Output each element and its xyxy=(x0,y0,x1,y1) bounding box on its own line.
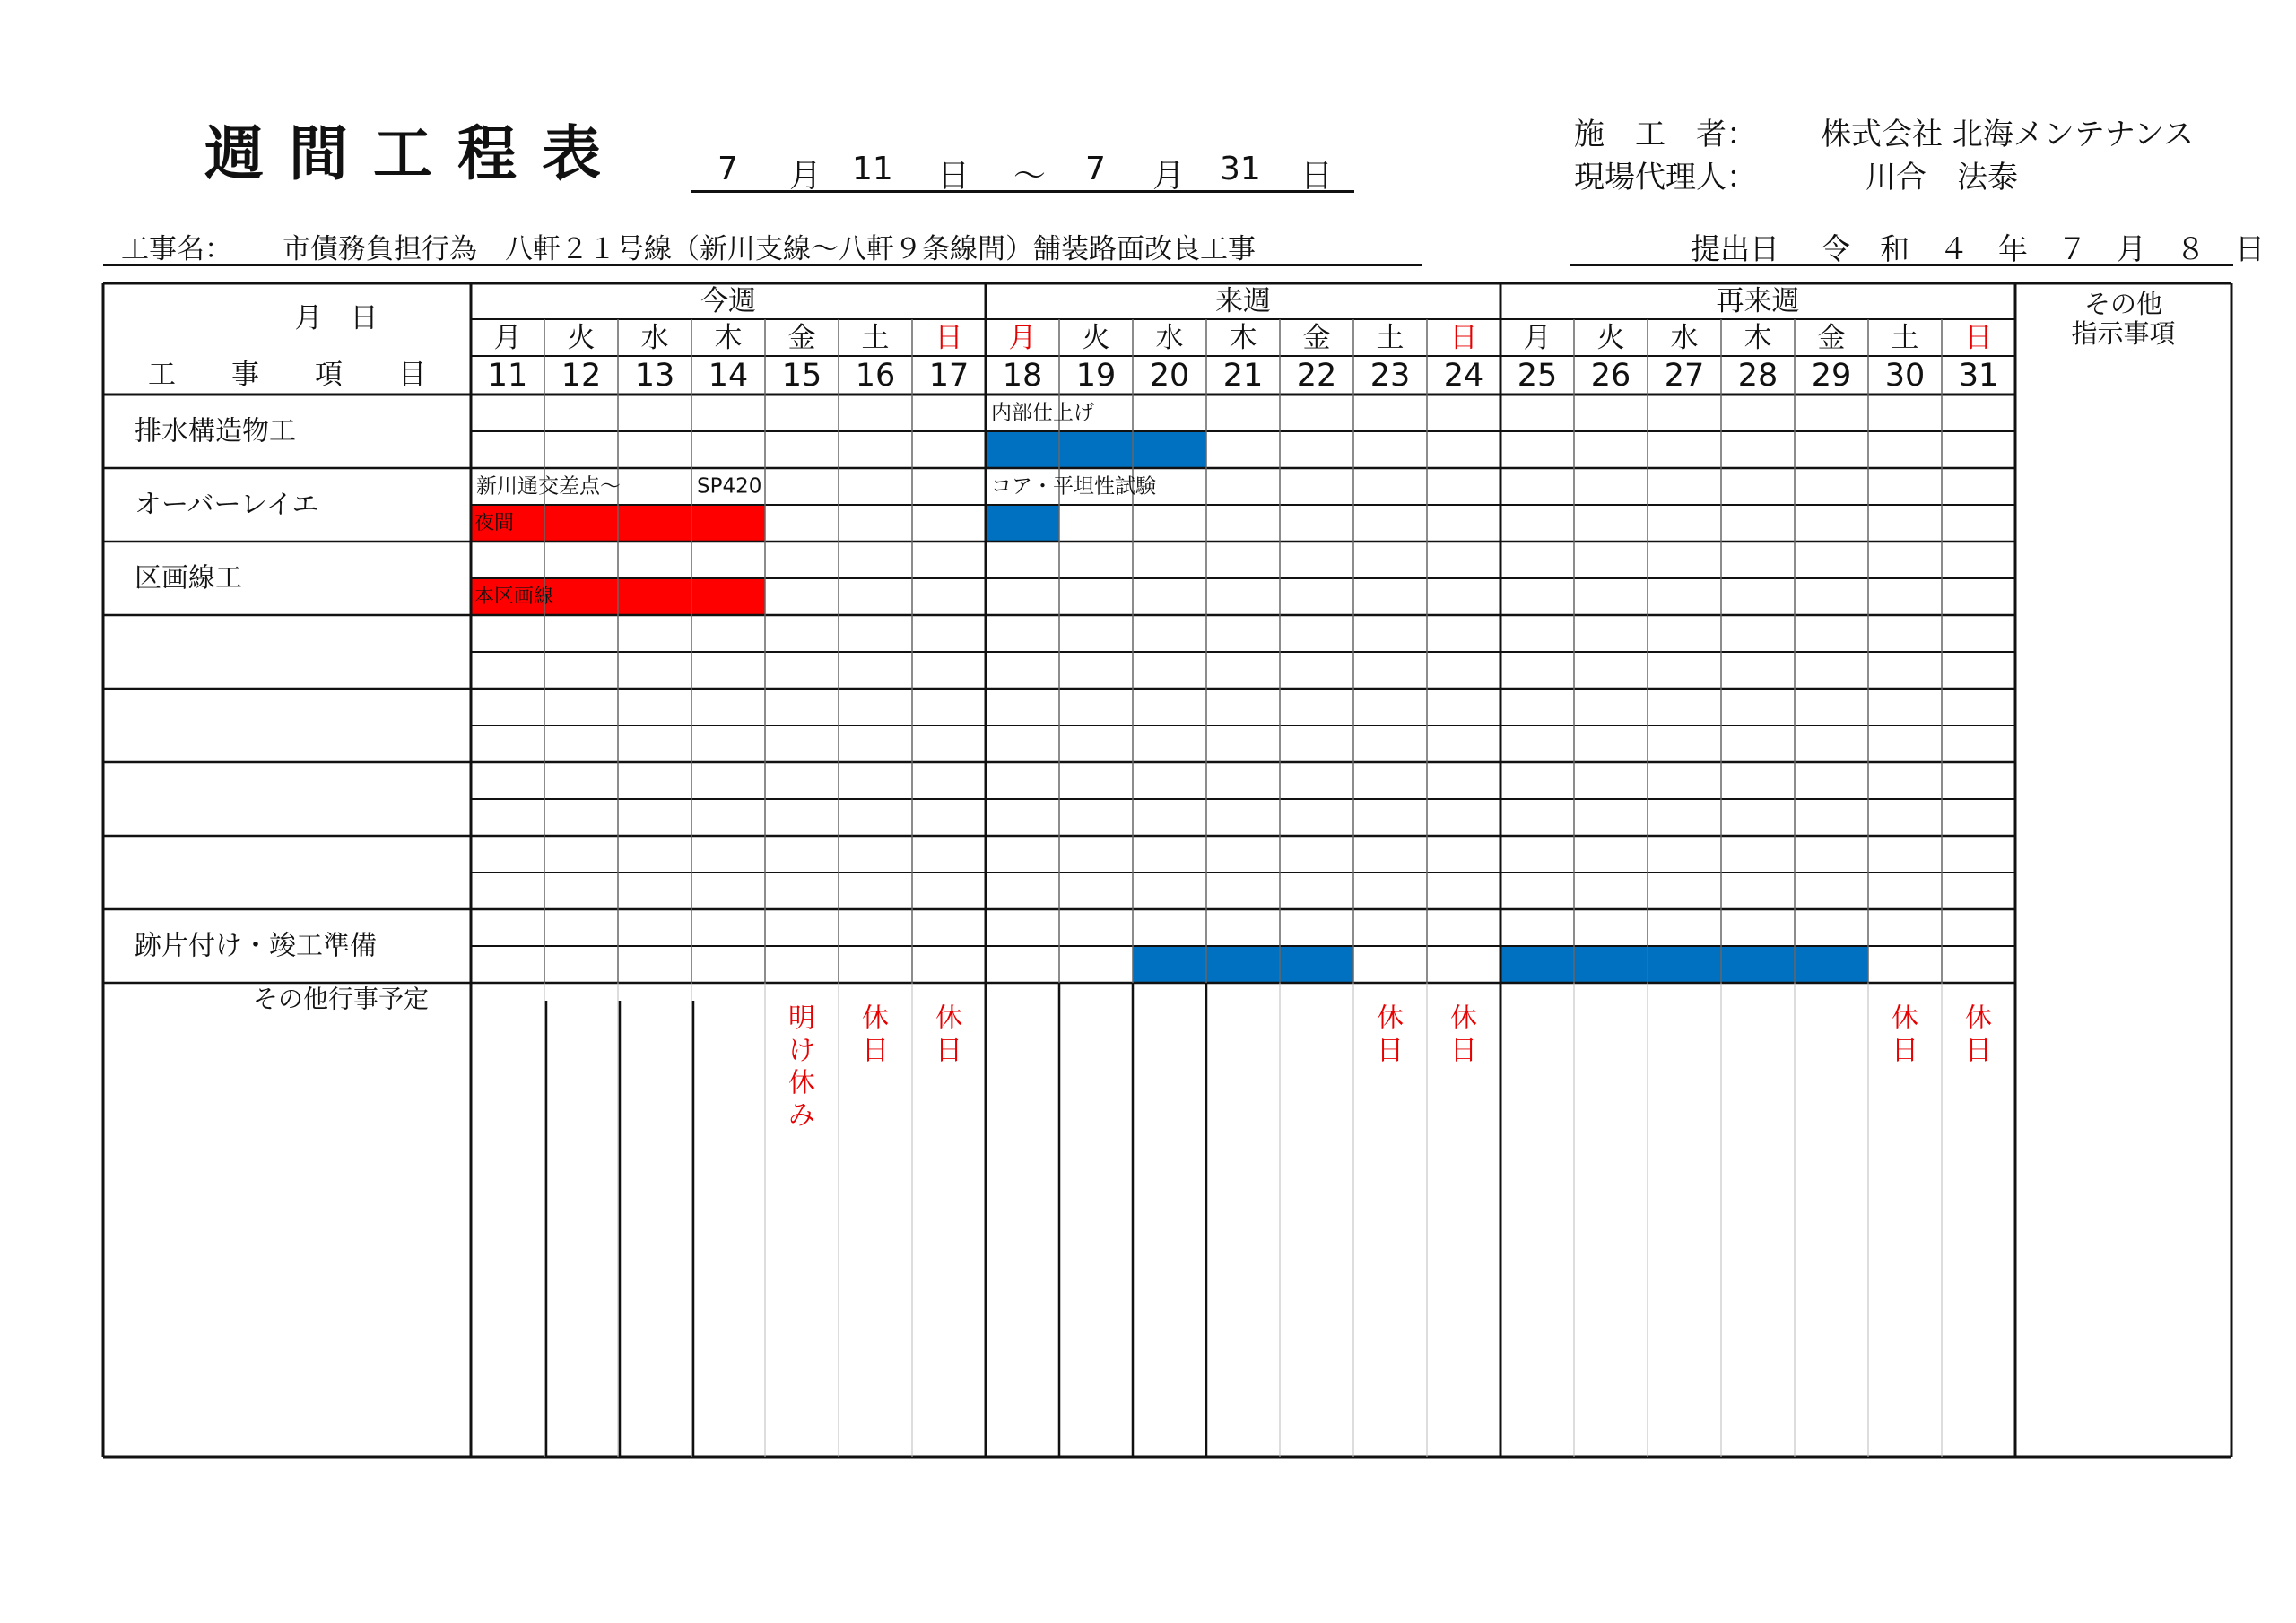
event-text: み xyxy=(788,1099,815,1132)
contractor-label: 施 工 者： xyxy=(1574,117,1757,152)
weekday-label: 水 xyxy=(1155,322,1184,354)
work-item-label: 区画線工 xyxy=(135,562,242,595)
other-header: その他 xyxy=(2083,289,2163,319)
date-label: 12 xyxy=(561,358,602,394)
page-title: 週間工程表 xyxy=(204,119,626,188)
weekday-label: 金 xyxy=(1817,322,1846,354)
date-label: 19 xyxy=(1075,358,1117,394)
contractor-name: 株式会社 北海メンテナンス xyxy=(1821,117,2195,152)
event-text: 休 xyxy=(1965,1002,1992,1035)
date-label: 24 xyxy=(1443,358,1484,394)
work-item-label: 跡片付け・竣工準備 xyxy=(135,930,377,962)
date-label: 14 xyxy=(708,358,749,394)
period-month-label: 月 xyxy=(789,158,822,195)
submit-date: 令 和 ４ 年 ７ 月 ８ 日 xyxy=(1821,231,2265,266)
week-label: 今週 xyxy=(700,285,756,317)
schedule-note: SP420 xyxy=(697,474,762,499)
date-label: 26 xyxy=(1590,358,1631,394)
date-label: 23 xyxy=(1370,358,1411,394)
event-text: 明 xyxy=(788,1002,815,1035)
date-label: 13 xyxy=(634,358,675,394)
period-start-day: 11 xyxy=(852,151,893,187)
events-label: その他行事予定 xyxy=(252,984,430,1014)
weekday-label: 日 xyxy=(1449,322,1478,354)
work-item-label: オーバーレイエ xyxy=(135,489,319,521)
schedule-note: コア・平坦性試験 xyxy=(991,474,1156,499)
weekday-label: 火 xyxy=(1596,322,1625,354)
weekday-label: 金 xyxy=(787,322,816,354)
date-label: 18 xyxy=(1002,358,1043,394)
weekday-label: 木 xyxy=(714,322,743,354)
schedule-bar-label: 夜間 xyxy=(474,512,515,534)
date-label: 22 xyxy=(1296,358,1337,394)
date-label: 16 xyxy=(855,358,896,394)
period-end-day: 31 xyxy=(1220,151,1261,187)
date-label: 20 xyxy=(1149,358,1190,394)
event-text: 日 xyxy=(1450,1035,1477,1067)
weekday-label: 木 xyxy=(1744,322,1772,354)
weekday-label: 土 xyxy=(1376,322,1405,354)
period-start-month: 7 xyxy=(718,151,738,187)
agent-label: 現場代理人： xyxy=(1574,160,1757,195)
project-name: 市債務負担行為 八軒２１号線（新川支線～八軒９条線間）舗装路面改良工事 xyxy=(283,233,1256,265)
schedule-bar xyxy=(986,431,1206,468)
period-day-label: 日 xyxy=(937,158,970,195)
event-text: 休 xyxy=(1377,1002,1404,1035)
period-tilde: ～ xyxy=(1013,158,1047,195)
date-label: 28 xyxy=(1737,358,1779,394)
work-item-label: 排水構造物工 xyxy=(135,415,296,447)
schedule-note: 新川通交差点～ xyxy=(476,474,621,499)
event-text: 休 xyxy=(862,1002,889,1035)
weekday-label: 月 xyxy=(1008,322,1037,354)
weekday-label: 水 xyxy=(1670,322,1699,354)
weekday-label: 火 xyxy=(1082,322,1110,354)
weekday-label: 金 xyxy=(1302,322,1331,354)
period-month-label: 月 xyxy=(1152,158,1186,195)
event-text: 日 xyxy=(1377,1035,1404,1067)
date-label: 11 xyxy=(487,358,528,394)
date-label: 29 xyxy=(1811,358,1852,394)
date-label: 15 xyxy=(781,358,822,394)
event-text: 日 xyxy=(935,1035,962,1067)
weekday-label: 土 xyxy=(1891,322,1919,354)
week-label: 来週 xyxy=(1215,285,1271,317)
weekday-label: 日 xyxy=(935,322,963,354)
schedule-bar xyxy=(1500,946,1868,983)
schedule-bar-label: 本区画線 xyxy=(474,586,554,608)
other-header: 指示事項 xyxy=(2071,318,2176,349)
weekday-label: 月 xyxy=(493,322,522,354)
weekday-label: 土 xyxy=(861,322,890,354)
date-label: 17 xyxy=(928,358,970,394)
schedule-bar xyxy=(986,505,1059,542)
period-day-label: 日 xyxy=(1300,158,1334,195)
submit-label: 提出日 xyxy=(1691,231,1779,266)
weekday-label: 日 xyxy=(1964,322,1993,354)
weekday-label: 木 xyxy=(1229,322,1257,354)
agent-name: 川合 法泰 xyxy=(1866,160,2018,195)
date-label: 30 xyxy=(1884,358,1926,394)
weekday-label: 月 xyxy=(1523,322,1552,354)
date-label: 21 xyxy=(1222,358,1264,394)
event-text: 休 xyxy=(1450,1002,1477,1035)
weekday-label: 水 xyxy=(640,322,669,354)
weekday-label: 火 xyxy=(567,322,596,354)
period-end-month: 7 xyxy=(1085,151,1106,187)
event-text: 日 xyxy=(1965,1035,1992,1067)
date-label: 27 xyxy=(1664,358,1705,394)
date-label: 25 xyxy=(1517,358,1558,394)
project-label: 工事名： xyxy=(121,233,232,265)
event-text: 休 xyxy=(788,1067,815,1099)
date-label: 31 xyxy=(1958,358,1999,394)
event-text: 日 xyxy=(862,1035,889,1067)
event-text: 休 xyxy=(1892,1002,1918,1035)
event-text: 日 xyxy=(1892,1035,1918,1067)
corner-date-label: 月 日 xyxy=(294,302,378,334)
event-text: け xyxy=(788,1035,815,1067)
schedule-note: 内部仕上げ xyxy=(991,401,1094,425)
week-label: 再来週 xyxy=(1716,285,1800,317)
event-text: 休 xyxy=(935,1002,962,1035)
schedule-bar xyxy=(1133,946,1353,983)
corner-item-label: 工 事 項 目 xyxy=(148,359,426,391)
